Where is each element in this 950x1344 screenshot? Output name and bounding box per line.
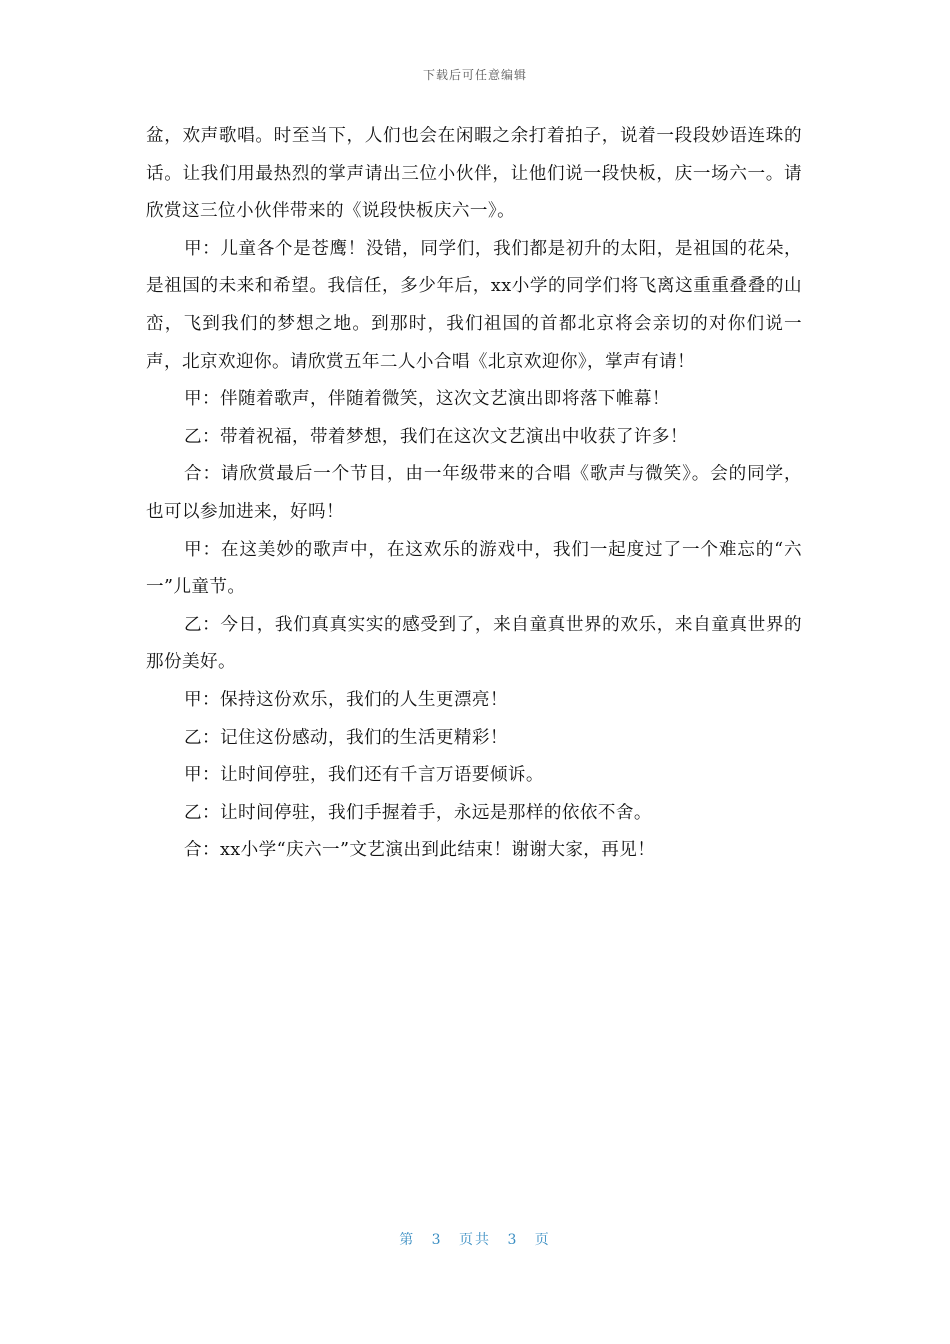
paragraph: 甲：在这美妙的歌声中，在这欢乐的游戏中，我们一起度过了一个难忘的“六一”儿童节。 [146, 539, 802, 598]
paragraph: 甲：伴随着歌声，伴随着微笑，这次文艺演出即将落下帷幕！ [184, 389, 670, 410]
document-body [146, 118, 802, 870]
paragraph-continued: 盆，欢声歌唱。时至当下，人们也会在闲暇之余打着拍子，说着一段段妙语连珠的话。让我们用最热烈的掌声请出三位小伙伴，让他们说一段快板，庆一场六一。请欣赏这三位小伙伴带来的《说段快板庆六一》。 [146, 126, 802, 222]
page-number: 第 3 页共 3 页 [399, 1232, 551, 1248]
paragraph: 合：xx小学“庆六一”文艺演出到此结束！谢谢大家，再见！ [184, 840, 656, 861]
paragraph: 乙：带着祝福，带着梦想，我们在这次文艺演出中收获了许多！ [184, 426, 688, 447]
header-note: 下载后可任意编辑 [422, 68, 527, 82]
paragraph: 甲：儿童各个是苍鹰！没错，同学们，我们都是初升的太阳，是祖国的花朵，是祖国的未来和希望。我信任，多少年后，xx小学的同学们将飞离这重重叠叠的山峦，飞到我们的梦想之地。到那时，我们祖国的首都北京将会亲切的对你们说一声，北京欢迎你。请欣赏五年二人小合唱《北京欢迎你》，掌声有请！ [146, 238, 802, 372]
paragraph: 乙：今日，我们真真实实的感受到了，来自童真世界的欢乐，来自童真世界的那份美好。 [146, 614, 802, 673]
paragraph: 甲：保持这份欢乐，我们的人生更漂亮！ [184, 689, 508, 710]
paragraph: 乙：让时间停驻，我们手握着手，永远是那样的依依不舍。 [184, 802, 652, 823]
paragraph: 乙：记住这份感动，我们的生活更精彩！ [184, 727, 508, 748]
paragraph: 甲：让时间停驻，我们还有千言万语要倾诉。 [184, 765, 544, 786]
paragraph: 合：请欣赏最后一个节目，由一年级带来的合唱《歌声与微笑》。会的同学，也可以参加进来，好吗！ [146, 464, 802, 522]
